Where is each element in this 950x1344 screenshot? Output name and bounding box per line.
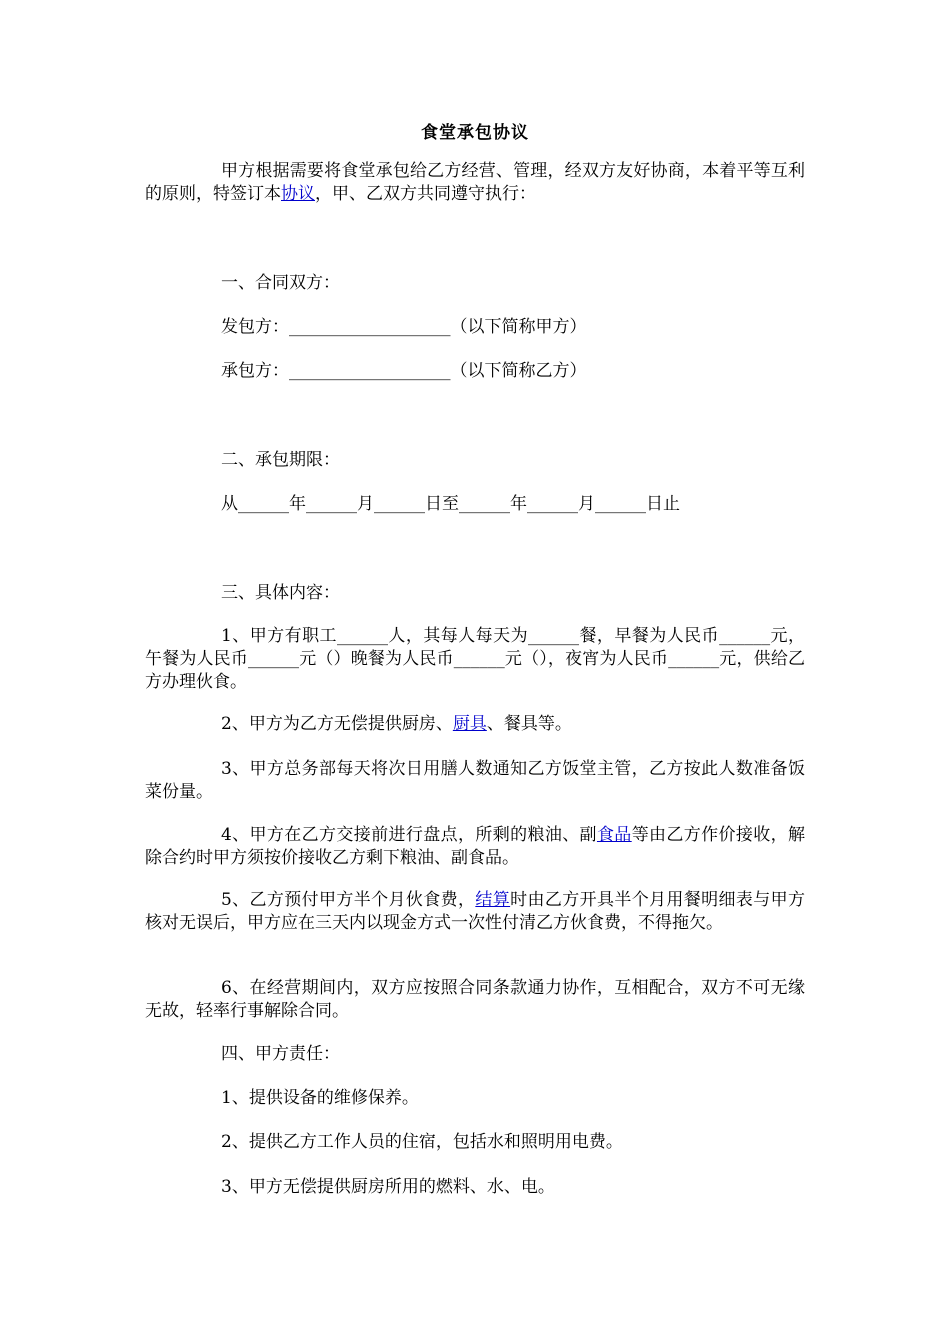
item5-text-before: 5、乙方预付甲方半个月伙食费， [221,890,476,910]
responsibility-item-1: 1、提供设备的维修保养。 [221,1088,419,1108]
item2-text-after: 、餐具等。 [486,714,572,734]
contract-period-line: 从______年______月______日至______年______月______日止 [221,494,680,514]
section4-heading: 四、甲方责任： [221,1044,340,1064]
content-item-3: 3、甲方总务部每天将次日用膳人数通知乙方饭堂主管，乙方按此人数准备饭菜份量。 [145,759,805,802]
item4-text-after: 等由乙方作价接收，解除合约时甲方须按价接收乙方剩下粮油、副食品。 [145,825,806,868]
link-kitchenware[interactable]: 厨具 [452,714,487,734]
intro-text-after: ，甲、乙双方共同遵守执行： [315,184,536,204]
item4-text-before: 4、甲方在乙方交接前进行盘点，所剩的粮油、副 [221,825,597,845]
document-title: 食堂承包协议 [421,123,529,143]
section2-heading: 二、承包期限： [221,450,340,470]
link-settlement[interactable]: 结算 [475,890,511,910]
section3-heading: 三、具体内容： [221,583,340,603]
content-item-5 [145,889,805,935]
item5-text-after: 时由乙方开具半个月用餐明细表与甲方核对无误后，甲方应在三天内以现金方式一次性付清乙方伙食费，不得拖欠。 [145,890,806,933]
content-item-1: 1、甲方有职工______人，其每人每天为______餐，早餐为人民币______元，午餐为人民币______元（）晚餐为人民币______元（），夜宵为人民币______元，供给乙方办理伙食。 [145,626,805,692]
party-a-line: 发包方：___________________（以下简称甲方） [221,317,587,337]
responsibility-item-3: 3、甲方无偿提供厨房所用的燃料、水、电。 [221,1177,555,1197]
item2-text-before: 2、甲方为乙方无偿提供厨房、 [221,714,453,734]
party-b-line: 承包方：___________________（以下简称乙方） [221,361,587,381]
content-item-4 [145,824,805,870]
intro-paragraph [145,160,805,206]
content-item-6: 6、在经营期间内，双方应按照合同条款通力协作，互相配合，双方不可无缘无故，轻率行事解除合同。 [145,978,805,1021]
section1-heading: 一、合同双方： [221,273,340,293]
link-agreement[interactable]: 协议 [281,184,315,204]
responsibility-item-2: 2、提供乙方工作人员的住宿，包括水和照明用电费。 [221,1132,623,1152]
link-food[interactable]: 食品 [596,825,632,845]
content-item-2 [145,713,805,736]
intro-text-before: 甲方根据需要将食堂承包给乙方经营、管理，经双方友好协商，本着平等互利的原则，特签订本 [145,161,805,204]
